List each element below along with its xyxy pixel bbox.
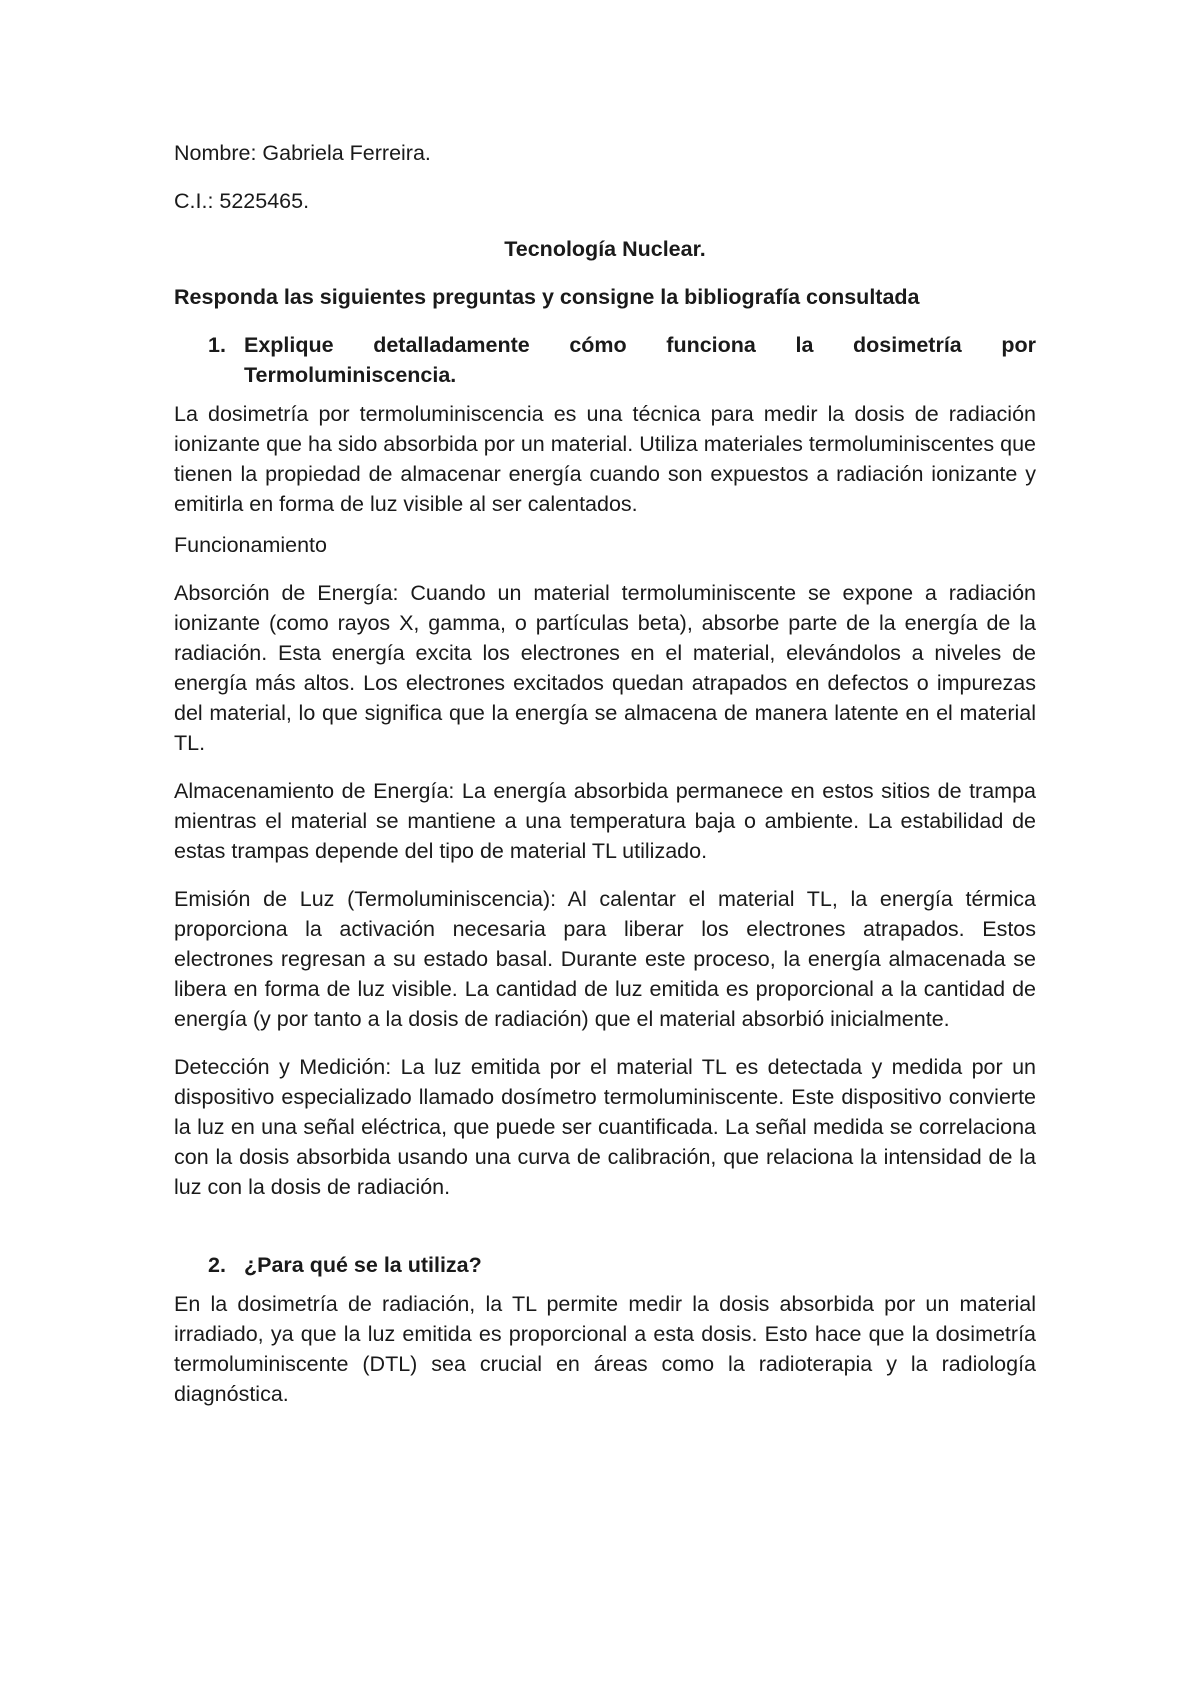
spacer <box>174 1220 1036 1250</box>
answer-1-deteccion: Detección y Medición: La luz emitida por el material TL es detectada y medida por un dispositivo especializado llamado dosímetro termoluminiscente. Este dispositivo convierte la luz en una señal eléctrica, que puede ser cuantificada. La señal medida se correlaciona con la dosis absorbida usando una curva de calibración, que relaciona la intensidad de la luz con la dosis de radiación. <box>174 1055 1036 1199</box>
student-id: C.I.: 5225465. <box>174 189 310 213</box>
answer-1-intro: La dosimetría por termoluminiscencia es una técnica para medir la dosis de radiación ionizante que ha sido absorbida por un material. Utiliza materiales termoluminiscentes que tienen la propiedad de almacenar energía cuando son expuestos a radiación ionizante y emitirla en forma de luz visible al ser calentados. <box>174 402 1036 516</box>
question-1 <box>174 330 1036 390</box>
question-2-text: ¿Para qué se la utiliza? <box>244 1253 482 1277</box>
answer-1-emision: Emisión de Luz (Termoluminiscencia): Al calentar el material TL, la energía térmica proporciona la activación necesaria para liberar los electrones atrapados. Estos electrones regresan a su estado basal. Durante este proceso, la energía almacenada se libera en forma de luz visible. La cantidad de luz emitida es proporcional a la cantidad de energía (y por tanto a la dosis de radiación) que el material absorbió inicialmente. <box>174 887 1036 1031</box>
document-title: Tecnología Nuclear. <box>504 237 706 261</box>
answer-1-almacenamiento: Almacenamiento de Energía: La energía absorbida permanece en estos sitios de trampa mientras el material se mantiene a una temperatura baja o ambiente. La estabilidad de estas trampas depende del tipo de material TL utilizado. <box>174 779 1036 863</box>
answer-2-text: En la dosimetría de radiación, la TL permite medir la dosis absorbida por un material irradiado, ya que la luz emitida es proporcional a esta dosis. Esto hace que la dosimetría termoluminiscente (DTL) sea crucial en áreas como la radioterapia y la radiología diagnóstica. <box>174 1292 1036 1406</box>
question-1-number: 1. <box>208 333 226 357</box>
question-2-number: 2. <box>208 1253 226 1277</box>
question-1-text: Explique detalladamente cómo funciona la dosimetría por Termoluminiscencia. <box>244 333 1036 387</box>
student-name: Nombre: Gabriela Ferreira. <box>174 141 431 165</box>
answer-1-absorcion: Absorción de Energía: Cuando un material termoluminiscente se expone a radiación ionizante (como rayos X, gamma, o partículas beta), absorbe parte de la energía de la radiación. Esta energía excita los electrones en el material, elevándolos a niveles de energía más altos. Los electrones excitados quedan atrapados en defectos o impurezas del material, lo que significa que la energía se almacena de manera latente en el material TL. <box>174 581 1036 755</box>
page-content <box>174 138 1036 1427</box>
section-heading-funcionamiento: Funcionamiento <box>174 533 327 557</box>
question-2 <box>174 1250 1036 1280</box>
instruction-heading: Responda las siguientes preguntas y consigne la bibliografía consultada <box>174 285 920 309</box>
